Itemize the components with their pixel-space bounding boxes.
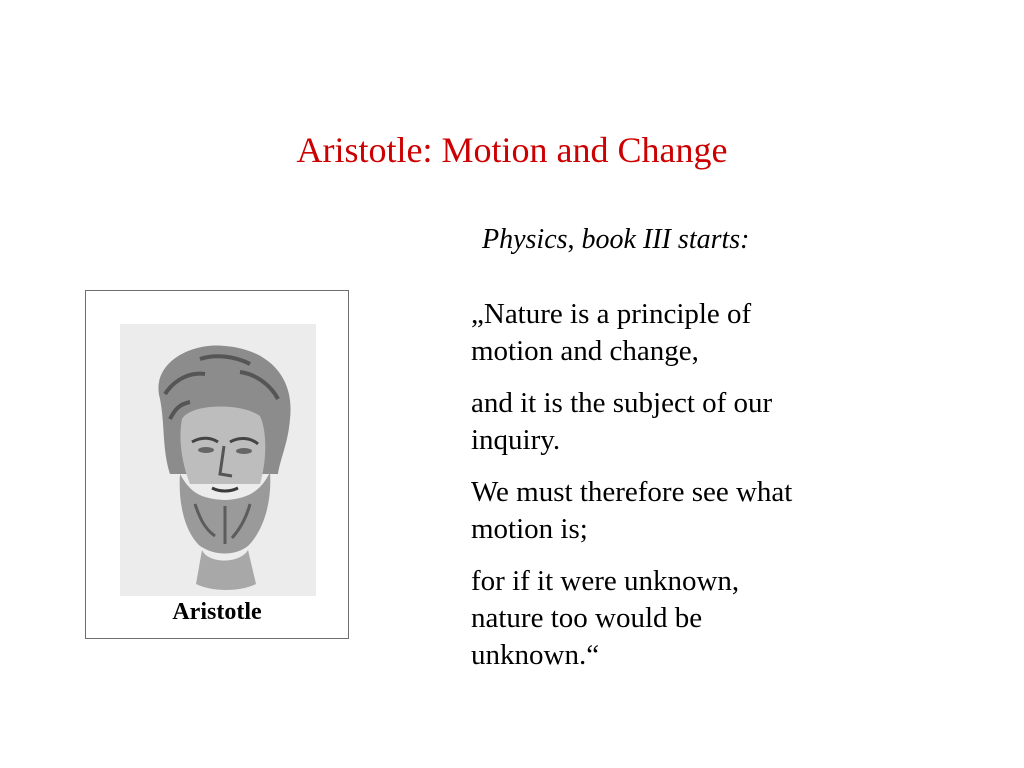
quote-paragraph	[471, 474, 891, 548]
quote-line: unknown.“	[471, 639, 600, 671]
portrait-frame	[85, 290, 349, 639]
quote-line: We must therefore see what	[471, 476, 793, 508]
quote-line: for if it were unknown,	[471, 565, 740, 597]
bust-icon	[120, 324, 316, 596]
subtitle-book-name: Physics	[482, 224, 568, 255]
quote-line: motion and change,	[471, 335, 699, 367]
aristotle-bust-image	[120, 324, 316, 596]
quote-line: inquiry.	[471, 424, 561, 456]
quote-paragraph	[471, 563, 891, 674]
portrait-caption: Aristotle	[172, 599, 262, 625]
quote-line: and it is the subject of our	[471, 387, 773, 419]
quote-paragraph	[471, 385, 891, 459]
quote-line: nature too would be	[471, 602, 703, 634]
slide-subtitle	[482, 220, 750, 260]
quote-line: „Nature is a principle of	[471, 298, 752, 330]
slide-title: Aristotle: Motion and Change	[296, 130, 728, 170]
quote-paragraph	[471, 296, 891, 370]
subtitle-rest: book III starts:	[574, 224, 750, 255]
quote-block	[471, 296, 891, 689]
quote-line: motion is;	[471, 513, 588, 545]
subtitle-comma: ,	[567, 224, 575, 255]
